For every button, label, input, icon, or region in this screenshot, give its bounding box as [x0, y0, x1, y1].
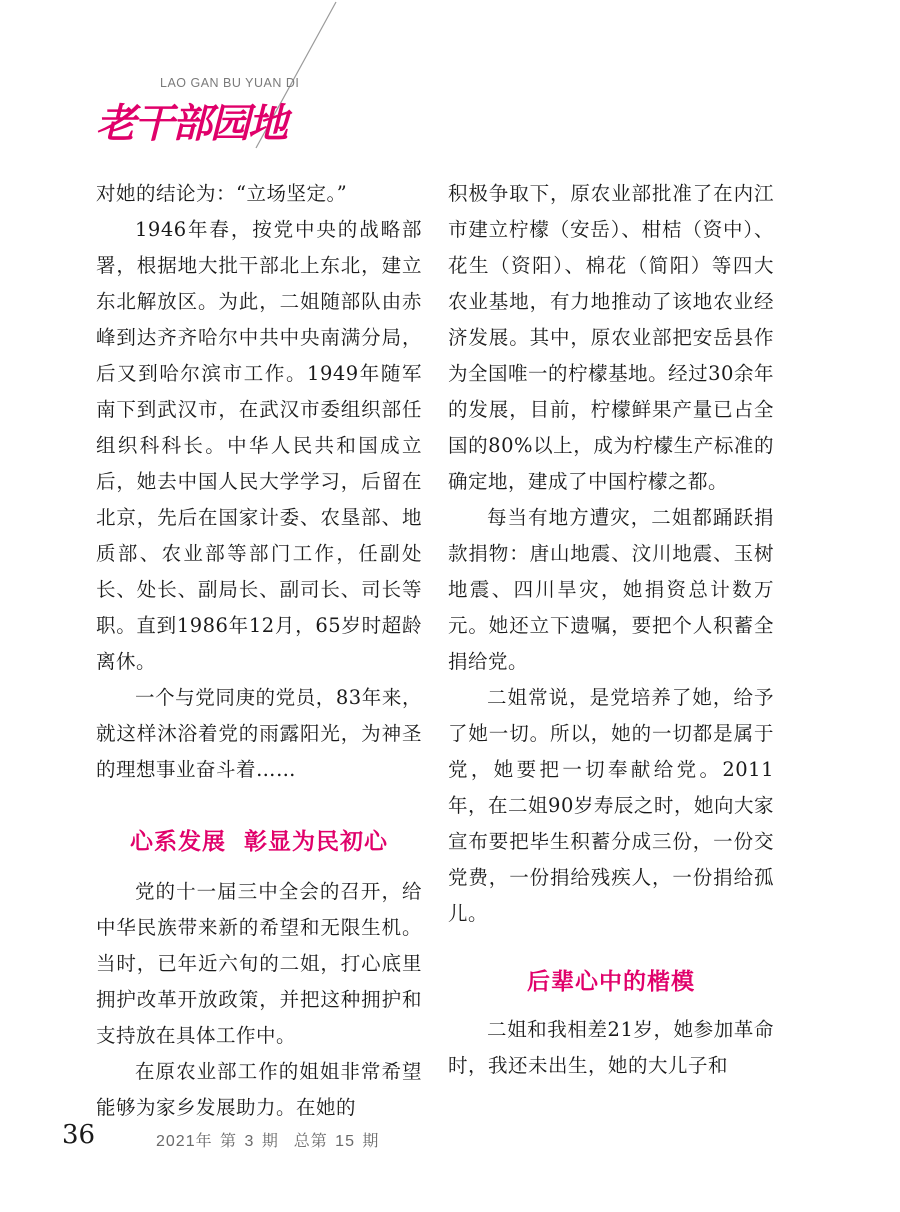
section-heading: 心系发展 彰显为民初心 [129, 829, 388, 855]
paragraph: 党的十一届三中全会的召开，给中华民族带来新的希望和无限生机。当时，已年近六旬的二姐，打心底里拥护改革开放政策，并把这种拥护和支持放在具体工作中。 [96, 880, 422, 1047]
paragraph: 积极争取下，原农业部批准了在内江市建立柠檬（安岳）、柑桔（资中）、花生（资阳）、棉花（简阳）等四大农业基地，有力地推动了该地农业经济发展。其中，原农业部把安岳县作为全国唯一的柠檬基地。经过30余年的发展，目前，柠檬鲜果产量已占全国的80%以上，成为柠檬生产标准的确定地，建成了中国柠檬之都。 [448, 182, 774, 493]
masthead-logo-title: 老干部园地 [96, 100, 286, 147]
paragraph: 二姐和我相差21岁，她参加革命时，我还未出生，她的大儿子和 [448, 1018, 774, 1077]
paragraph: 一个与党同庚的党员，83年来，就这样沐浴着党的雨露阳光，为神圣的理想事业奋斗着…… [96, 686, 422, 781]
section-heading: 后辈心中的楷模 [527, 969, 695, 995]
issue-info: 2021年 第 3 期 总第 15 期 [156, 1133, 380, 1150]
paragraph: 对她的结论为：“立场坚定。” [96, 182, 348, 205]
right-column [448, 176, 774, 1084]
page-number: 36 [62, 1120, 96, 1150]
left-column [96, 176, 422, 1126]
masthead-pinyin: LAO GAN BU YUAN DI [160, 76, 300, 90]
paragraph: 1946年春，按党中央的战略部署，根据地大批干部北上东北，建立东北解放区。为此，二姐随部队由赤峰到达齐齐哈尔中共中央南满分局，后又到哈尔滨市工作。1949年随军南下到武汉市，在武汉市委组织部任组织科科长。中华人民共和国成立后，她去中国人民大学学习，后留在北京，先后在国家计委、农垦部、地质部、农业部等部门工作，任副处长、处长、副局长、副司长、司长等职。直到1986年12月，65岁时超龄离休。 [96, 218, 422, 673]
paragraph: 每当有地方遭灾，二姐都踊跃捐款捐物：唐山地震、汶川地震、玉树地震、四川旱灾，她捐资总计数万元。她还立下遗嘱，要把个人积蓄全捐给党。 [448, 506, 774, 673]
paragraph: 二姐常说，是党培养了她，给予了她一切。所以，她的一切都是属于党，她要把一切奉献给党。2011年，在二姐90岁寿辰之时，她向大家宣布要把毕生积蓄分成三份，一份交党费，一份捐给残疾人，一份捐给孤儿。 [448, 686, 774, 925]
paragraph: 在原农业部工作的姐姐非常希望能够为家乡发展助力。在她的 [96, 1060, 422, 1119]
